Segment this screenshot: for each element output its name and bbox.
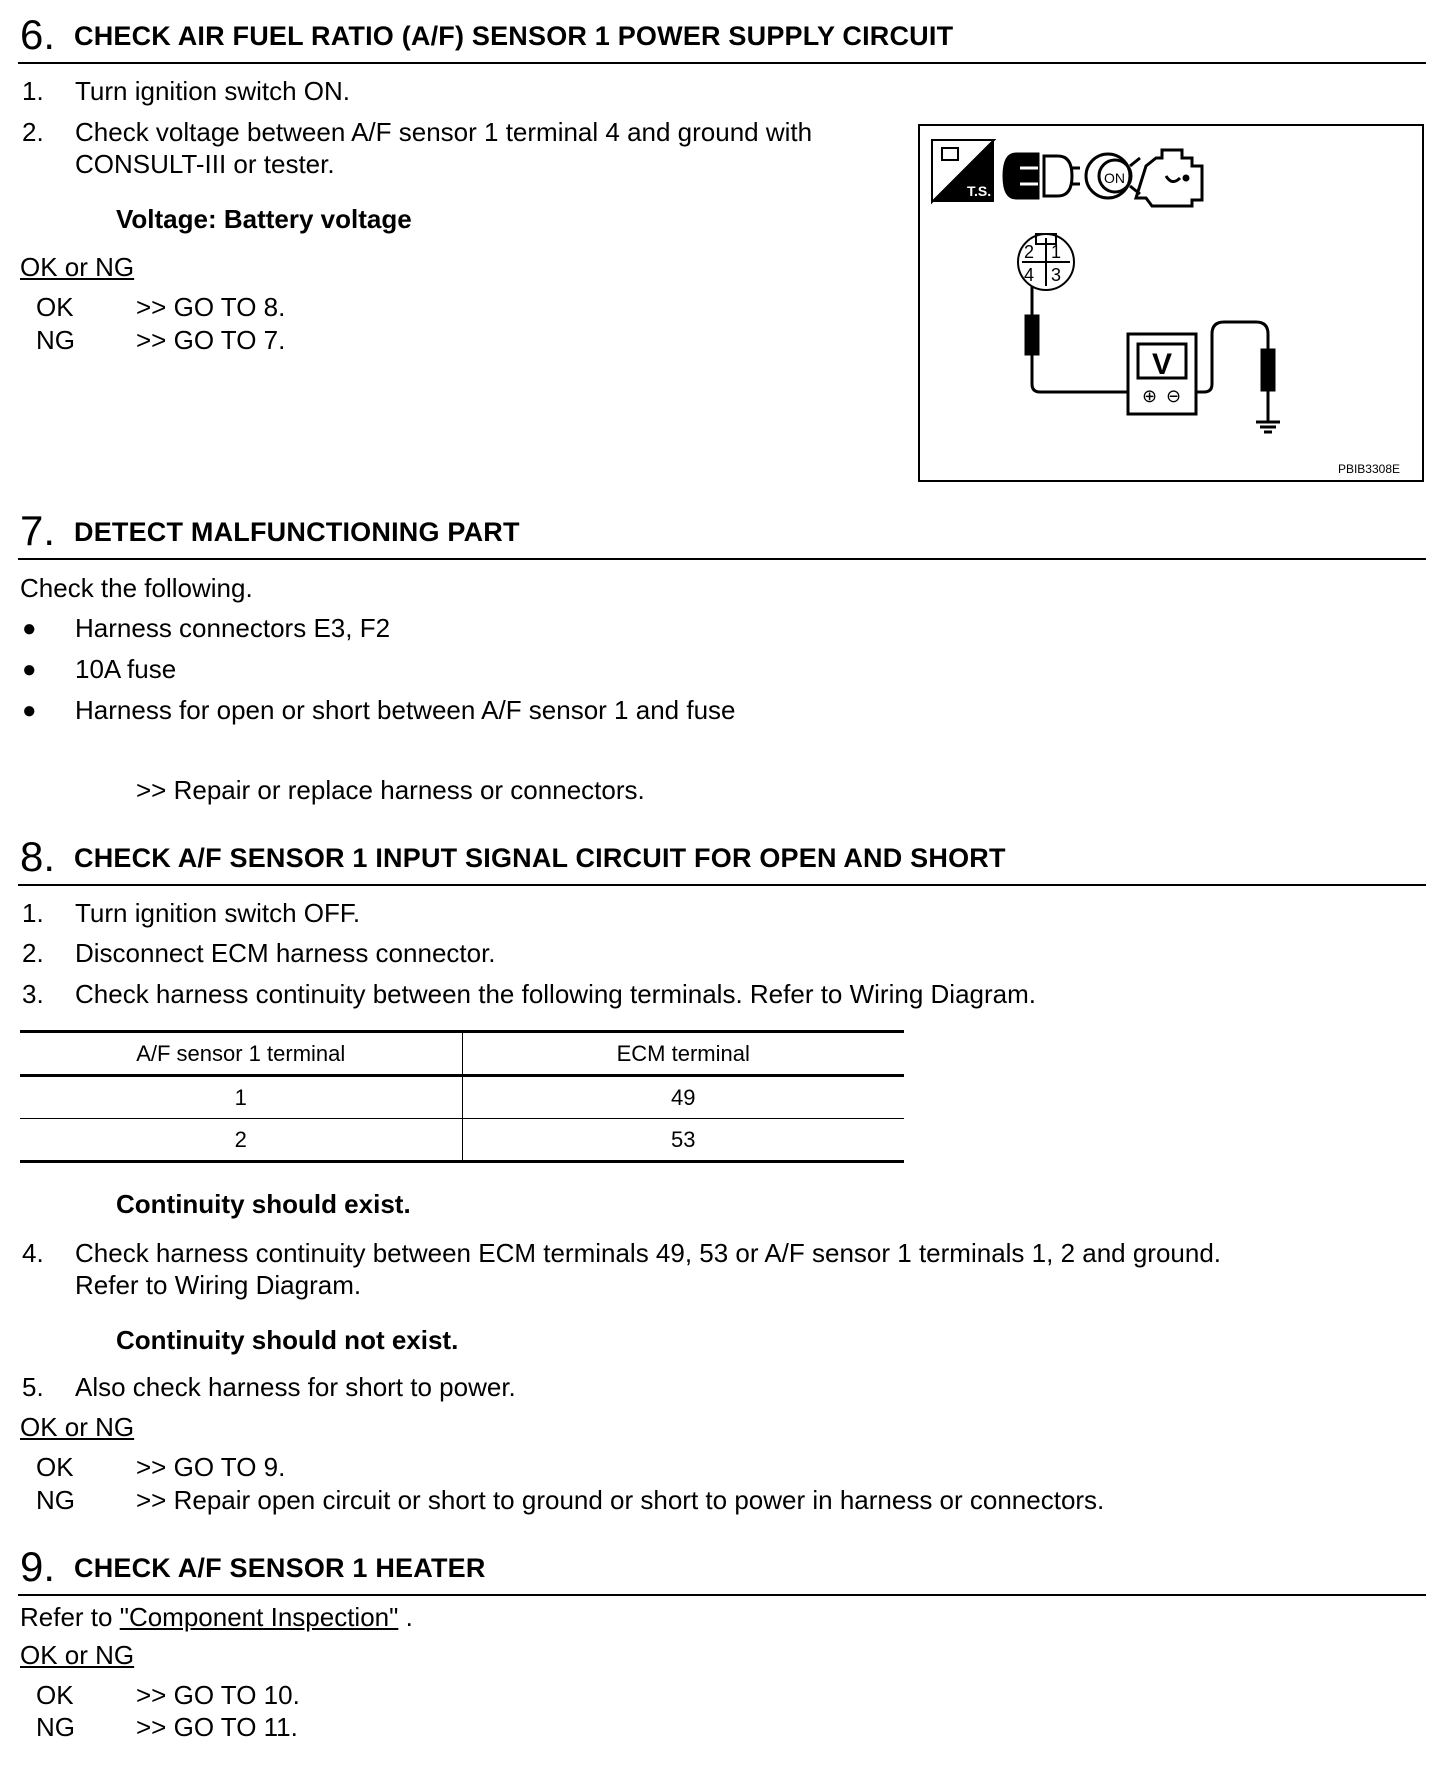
section-6-title: CHECK AIR FUEL RATIO (A/F) SENSOR 1 POWER SUPPLY CIRCUIT xyxy=(74,21,954,51)
s8-step-3-number: 3. xyxy=(22,979,44,1009)
s9-refer-prefix: Refer to xyxy=(20,1602,120,1632)
table-cell: 1 xyxy=(20,1076,462,1119)
s8-ng-action: >> Repair open circuit or short to ground or short to power in harness or connectors. xyxy=(136,1485,1105,1515)
s8-step-4-text: Check harness continuity between ECM terminals 49, 53 or A/F sensor 1 terminals 1, 2 and ground. xyxy=(75,1238,1222,1268)
s6-step-2-text: Check voltage between A/F sensor 1 terminal 4 and ground with xyxy=(75,117,813,147)
table-header-ecm-terminal: ECM terminal xyxy=(462,1032,904,1076)
terminal-1-label: 1 xyxy=(1051,242,1062,262)
s7-bullet-3: ● xyxy=(22,697,37,724)
s9-ok-action: >> GO TO 10. xyxy=(136,1680,300,1710)
s6-ng-action: >> GO TO 7. xyxy=(136,325,286,355)
s8-step-2-number: 2. xyxy=(22,938,44,968)
s6-ok-label: OK xyxy=(36,292,74,322)
section-7-header xyxy=(18,506,1426,560)
ignition-on-icon xyxy=(1086,154,1140,198)
terminal-2-label: 2 xyxy=(1024,242,1035,262)
section-9-title: CHECK A/F SENSOR 1 HEATER xyxy=(74,1553,486,1583)
s8-step-1-number: 1. xyxy=(22,898,44,928)
s7-bullet-2: ● xyxy=(22,656,37,683)
on-label: ON xyxy=(1104,170,1125,186)
section-9-number: 9. xyxy=(20,1543,56,1590)
table-header-af-terminal: A/F sensor 1 terminal xyxy=(20,1032,462,1076)
s8-spec-2: Continuity should not exist. xyxy=(116,1325,459,1355)
section-8-number: 8. xyxy=(20,833,56,880)
s9-refer-suffix: . xyxy=(398,1602,413,1632)
s9-refer-line xyxy=(20,1602,413,1632)
component-inspection-link[interactable]: "Component Inspection" xyxy=(119,1602,399,1632)
s7-intro: Check the following. xyxy=(20,573,253,603)
s8-step-4-number: 4. xyxy=(22,1238,44,1268)
table-row xyxy=(20,1119,904,1162)
voltmeter-icon xyxy=(1128,334,1196,414)
s6-step-1-text: Turn ignition switch ON. xyxy=(75,76,351,106)
s8-ng-label: NG xyxy=(36,1485,75,1515)
meter-label: V xyxy=(1151,348,1173,381)
ts-label: T.S. xyxy=(967,183,992,199)
s7-action: >> Repair or replace harness or connectors. xyxy=(136,775,645,805)
s8-step-4-text-cont: Refer to Wiring Diagram. xyxy=(75,1270,362,1300)
s7-item-3: Harness for open or short between A/F sensor 1 and fuse xyxy=(75,695,736,725)
s8-ok-label: OK xyxy=(36,1452,74,1482)
continuity-table xyxy=(20,1030,904,1163)
s8-ok-action: >> GO TO 9. xyxy=(136,1452,286,1482)
terminal-4-label: 4 xyxy=(1024,265,1035,285)
plus-terminal: ⊕ xyxy=(1142,386,1158,407)
s8-step-1-text: Turn ignition switch OFF. xyxy=(75,898,361,928)
s7-bullet-1: ● xyxy=(22,615,37,642)
s9-ok-ng-heading: OK or NG xyxy=(20,1640,135,1670)
table-cell: 49 xyxy=(462,1076,904,1119)
section-6-header xyxy=(18,10,1426,64)
table-cell: 2 xyxy=(20,1119,462,1162)
section-7-number: 7. xyxy=(20,507,56,554)
engine-icon xyxy=(1136,150,1202,206)
s8-step-5-text: Also check harness for short to power. xyxy=(75,1372,516,1402)
terminal-3-label: 3 xyxy=(1051,265,1062,285)
minus-terminal: ⊖ xyxy=(1166,386,1182,407)
s9-ok-label: OK xyxy=(36,1680,74,1710)
section-7-title: DETECT MALFUNCTIONING PART xyxy=(74,517,520,547)
s9-ng-action: >> GO TO 11. xyxy=(136,1712,298,1742)
s6-ok-action: >> GO TO 8. xyxy=(136,292,286,322)
voltage-check-figure xyxy=(918,124,1424,482)
table-header-row xyxy=(20,1032,904,1076)
s6-step-2-number: 2. xyxy=(22,117,44,147)
s8-step-5-number: 5. xyxy=(22,1372,44,1402)
s7-item-1: Harness connectors E3, F2 xyxy=(75,613,391,643)
s6-step-1-number: 1. xyxy=(22,76,44,106)
table-cell: 53 xyxy=(462,1119,904,1162)
section-9-header xyxy=(18,1543,1426,1596)
s6-ng-label: NG xyxy=(36,325,75,355)
s6-step-2-text-cont: CONSULT-III or tester. xyxy=(75,149,335,179)
s9-ng-label: NG xyxy=(36,1712,75,1742)
s8-ok-ng-heading: OK or NG xyxy=(20,1412,135,1442)
section-8-title: CHECK A/F SENSOR 1 INPUT SIGNAL CIRCUIT FOR OPEN AND SHORT xyxy=(74,843,1006,873)
s8-step-3-text: Check harness continuity between the following terminals. Refer to Wiring Diagram. xyxy=(75,979,1036,1009)
section-8-header xyxy=(18,832,1426,886)
connector-icon xyxy=(1004,154,1080,198)
table-row xyxy=(20,1076,904,1119)
s8-step-2-text: Disconnect ECM harness connector. xyxy=(75,938,496,968)
section-6-number: 6. xyxy=(20,11,56,58)
s6-ok-ng-heading: OK or NG xyxy=(20,252,135,282)
test-symbol-icon xyxy=(932,140,994,202)
s7-item-2: 10A fuse xyxy=(75,654,177,684)
s8-spec-1: Continuity should exist. xyxy=(116,1189,411,1219)
s6-spec: Voltage: Battery voltage xyxy=(116,204,412,234)
figure-code: PBIB3308E xyxy=(1337,462,1400,476)
